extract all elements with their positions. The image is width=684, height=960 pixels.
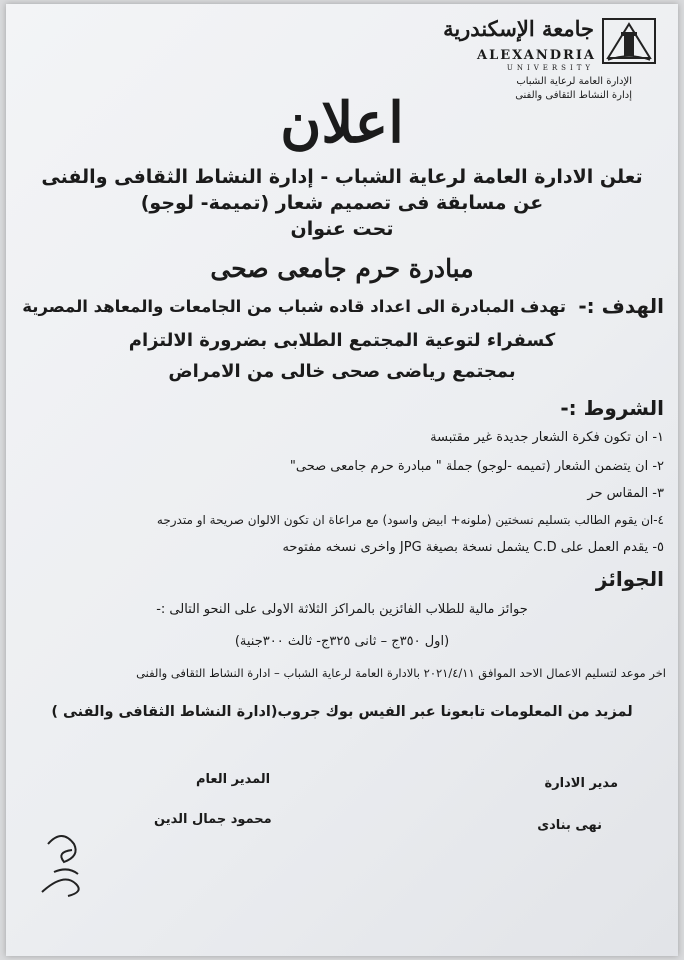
intro-line-3: تحت عنوان [290, 218, 394, 240]
condition-item: ١- ان تكون فكرة الشعار جديدة غير مقتبسة [430, 430, 664, 445]
goal-line-1: تهدف المبادرة الى اعداد قاده شباب من الجامعات والمعاهد المصرية [22, 297, 566, 316]
goal-line-3: بمجتمع رياضى صحى خالى من الامراض [168, 361, 516, 382]
goal-line-2: كسفراء لتوعية المجتمع الطلابى بضرورة الالتزام [128, 330, 556, 351]
general-manager-title: المدير العام [196, 772, 271, 787]
general-manager-name: محمود جمال الدين [154, 812, 272, 827]
deadline-text: اخر موعد لتسليم الاعمال الاحد الموافق ٢٠٢١/٤/١١ بالادارة العامة لرعاية الشباب – ادارة النشاط الثقافى والفنى [136, 666, 666, 680]
page-title: اعلان [280, 90, 404, 156]
university-name-english-sub: UNIVERSITY [506, 64, 594, 72]
director-title: مدير الادارة [544, 776, 618, 791]
condition-item: ٥- يقدم العمل على C.D يشمل نسخة بصيغة JPG واخرى نسخه مفتوحه [282, 540, 664, 555]
department-line-1: الإدارة العامة لرعاية الشباب [516, 76, 632, 87]
prizes-heading: الجوائز [595, 567, 664, 591]
university-logo-icon [602, 18, 656, 64]
university-name-arabic: جامعة الإسكندرية [443, 16, 594, 41]
department-line-2: إدارة النشاط الثقافى والفنى [515, 90, 632, 101]
intro-line-1: تعلن الادارة العامة لرعاية الشباب - إدارة النشاط الثقافى والفنى [41, 166, 643, 188]
conditions-heading: الشروط :- [560, 396, 664, 420]
director-name: نهى بنادى [537, 818, 602, 833]
announcement-page [6, 4, 678, 956]
condition-item: ٤-ان يقوم الطالب بتسليم نسختين (ملونه+ ابيض واسود) مع مراعاة ان تكون الالوان صريحة او متدرجه [156, 513, 664, 527]
signature-flourish-icon [34, 822, 104, 902]
more-info-text: لمزيد من المعلومات تابعونا عبر الفيس بوك جروب(ادارة النشاط الثقافى والفنى ) [51, 704, 633, 720]
condition-item: ٢- ان يتضمن الشعار (تميمه -لوجو) جملة " مبادرة حرم جامعى صحى" [289, 459, 664, 474]
prizes-line-2: (اول ٣٥٠ج – ثانى ٣٢٥ج- ثالث ٣٠٠جنية) [234, 634, 450, 649]
initiative-title: مبادرة حرم جامعى صحى [210, 254, 474, 283]
condition-item: ٣- المقاس حر [587, 486, 664, 501]
university-name-english: ALEXANDRIA [477, 48, 596, 63]
intro-line-2: عن مسابقة فى تصميم شعار (تميمة- لوجو) [140, 192, 544, 214]
goal-label: الهدف :- [578, 294, 664, 318]
prizes-line-1: جوائز مالية للطلاب الفائزين بالمراكز الثلاثة الاولى على النحو التالى :- [156, 602, 528, 617]
